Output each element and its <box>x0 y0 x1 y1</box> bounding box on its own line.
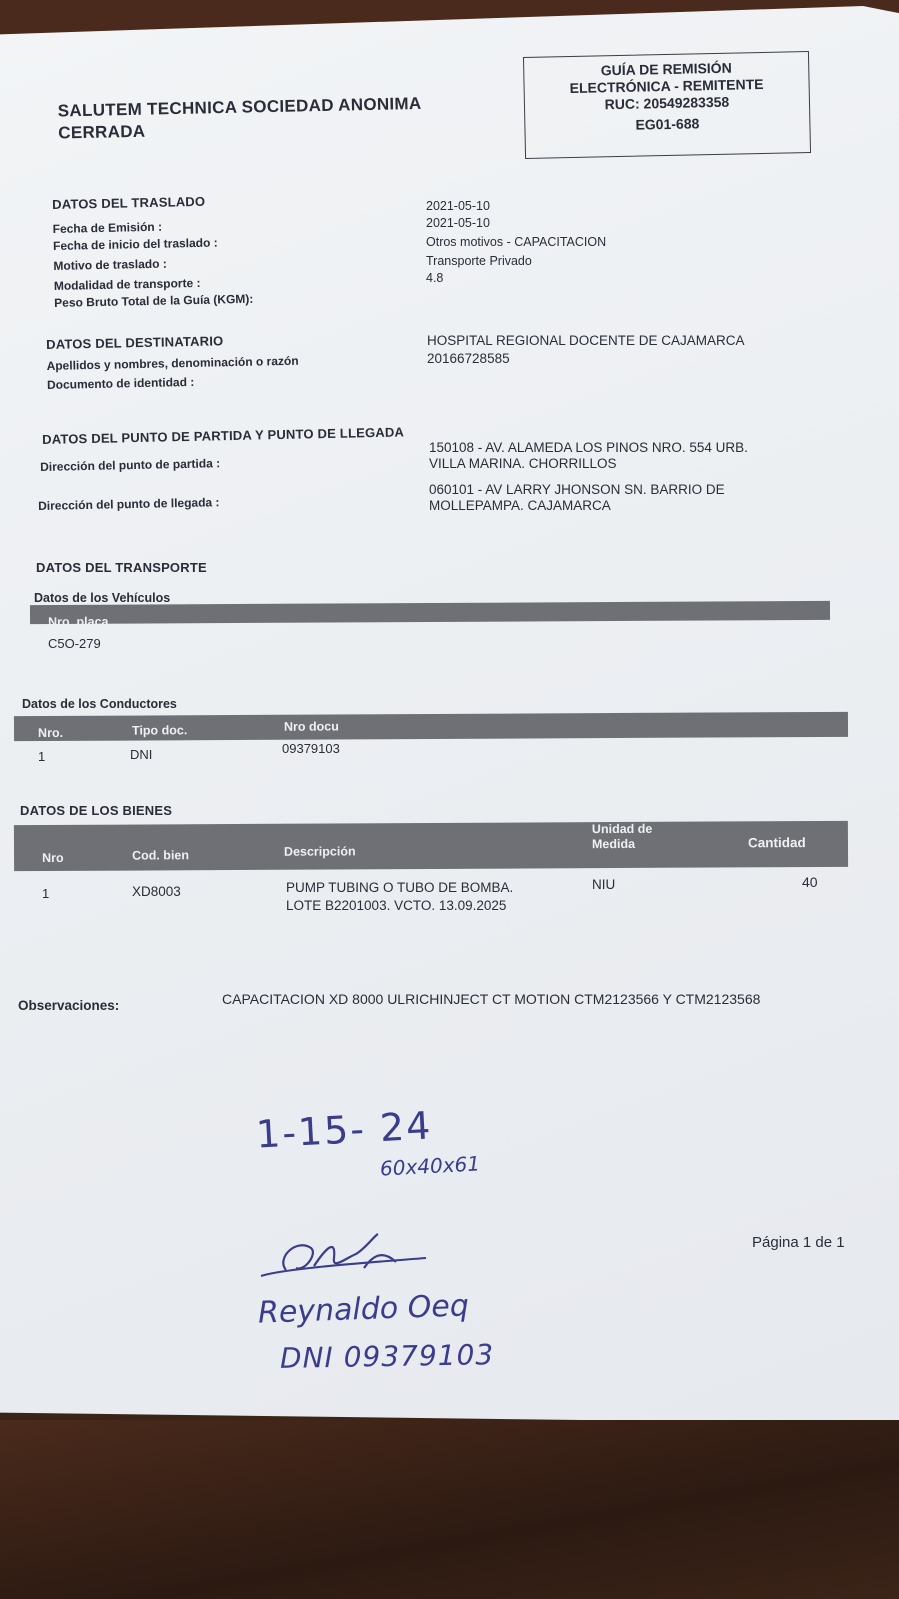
value-inicio: 2021-05-10 <box>426 216 490 230</box>
traslado-title: DATOS DEL TRASLADO <box>52 193 206 212</box>
destinatario-values <box>427 333 745 367</box>
bienes-header-bar <box>14 821 848 871</box>
label-emision: Fecha de Emisión : <box>52 219 163 236</box>
header-bienes-nro: Nro <box>42 850 64 866</box>
header-bienes-cantidad: Cantidad <box>747 835 806 851</box>
handwritten-date: 1-15- 24 <box>254 1103 434 1157</box>
value-modalidad: Transporte Privado <box>426 254 532 268</box>
handwritten-name: Reynaldo Oeq <box>257 1288 470 1331</box>
guia-header-box <box>523 51 811 159</box>
header-bienes-unidad <box>592 822 653 852</box>
bien-nro: 1 <box>42 886 50 901</box>
destinatario-section <box>46 332 299 393</box>
cond-nro: 1 <box>38 749 46 764</box>
guia-title-1: GUÍA DE REMISIÓN <box>600 59 732 79</box>
partida-line-2: VILLA MARINA. CHORRILLOS <box>429 456 617 471</box>
header-unidad-2: Medida <box>591 836 636 852</box>
bien-unidad: NIU <box>592 877 616 892</box>
traslado-section <box>52 193 253 311</box>
header-bienes-desc: Descripción <box>283 844 356 859</box>
observaciones-label: Observaciones: <box>18 998 120 1013</box>
observaciones-text: CAPACITACION XD 8000 ULRICHINJECT CT MOTION CTM2123566 Y CTM2123568 <box>222 991 761 1007</box>
company-name: SALUTEM TECHNICA SOCIEDAD ANONIMA CERRADA <box>57 93 422 143</box>
value-nombre: HOSPITAL REGIONAL DOCENTE DE CAJAMARCA <box>427 333 745 348</box>
bien-descripcion <box>286 879 513 915</box>
label-llegada <box>38 495 220 514</box>
conductores-header-bar <box>14 712 848 741</box>
header-placa: Nro. placa <box>48 614 109 629</box>
label-llegada-text: Dirección del punto de llegada : <box>38 495 220 513</box>
bien-desc-line-1: PUMP TUBING O TUBO DE BOMBA. <box>286 880 514 895</box>
label-inicio: Fecha de inicio del traslado : <box>52 235 218 253</box>
cond-tipo: DNI <box>130 747 153 762</box>
traslado-values <box>426 198 606 286</box>
bien-desc-line-2: LOTE B2201003. VCTO. 13.09.2025 <box>286 898 507 913</box>
header-bienes-cod: Cod. bien <box>132 848 190 863</box>
vehiculos-title: Datos de los Vehículos <box>34 591 171 605</box>
label-peso: Peso Bruto Total de la Guía (KGM): <box>54 291 254 310</box>
label-partida <box>40 456 221 475</box>
bien-cod: XD8003 <box>132 884 181 899</box>
background-bottom <box>0 1420 899 1599</box>
partida-values <box>429 440 748 472</box>
label-partida-text: Dirección del punto de partida : <box>40 456 221 474</box>
partida-line-1: 150108 - AV. ALAMEDA LOS PINOS NRO. 554 URB. <box>429 440 748 455</box>
label-motivo: Motivo de traslado : <box>53 256 167 273</box>
label-nombre: Apellidos y nombres, denominación o razón <box>46 353 299 373</box>
value-placa: C5O-279 <box>48 636 101 651</box>
destinatario-title: DATOS DEL DESTINATARIO <box>46 333 224 352</box>
header-unidad-1: Unidad de <box>591 821 653 837</box>
header-cond-nrodoc: Nro docu <box>283 719 339 734</box>
guia-title-2: ELECTRÓNICA - REMITENTE <box>569 75 764 97</box>
handwritten-dims: 60x40x61 <box>379 1151 481 1181</box>
label-modalidad: Modalidad de transporte : <box>53 275 201 293</box>
llegada-line-1: 060101 - AV LARRY JHONSON SN. BARRIO DE <box>429 482 725 497</box>
guia-number: EG01-688 <box>635 115 700 133</box>
header-cond-tipo: Tipo doc. <box>131 723 188 738</box>
signature-mark <box>256 1228 436 1288</box>
value-motivo: Otros motivos - CAPACITACION <box>426 235 607 249</box>
value-documento: 20166728585 <box>427 351 510 366</box>
header-cond-nro: Nro. <box>37 725 64 741</box>
page-number: Página 1 de 1 <box>752 1234 845 1251</box>
label-documento: Documento de identidad : <box>46 374 195 392</box>
value-peso: 4.8 <box>426 271 444 285</box>
handwritten-dni: DNI 09379103 <box>279 1338 495 1375</box>
conductores-title: Datos de los Conductores <box>22 697 177 711</box>
llegada-line-2: MOLLEPAMPA. CAJAMARCA <box>429 498 611 513</box>
cond-nrodoc: 09379103 <box>282 741 340 756</box>
transporte-title: DATOS DEL TRANSPORTE <box>36 560 207 575</box>
bienes-title: DATOS DE LOS BIENES <box>20 803 173 818</box>
value-emision: 2021-05-10 <box>426 199 490 213</box>
guia-ruc: RUC: 20549283358 <box>604 93 730 113</box>
puntos-title: DATOS DEL PUNTO DE PARTIDA Y PUNTO DE LLEGADA <box>42 424 405 447</box>
llegada-values <box>429 482 725 514</box>
bien-cantidad: 40 <box>802 874 818 890</box>
